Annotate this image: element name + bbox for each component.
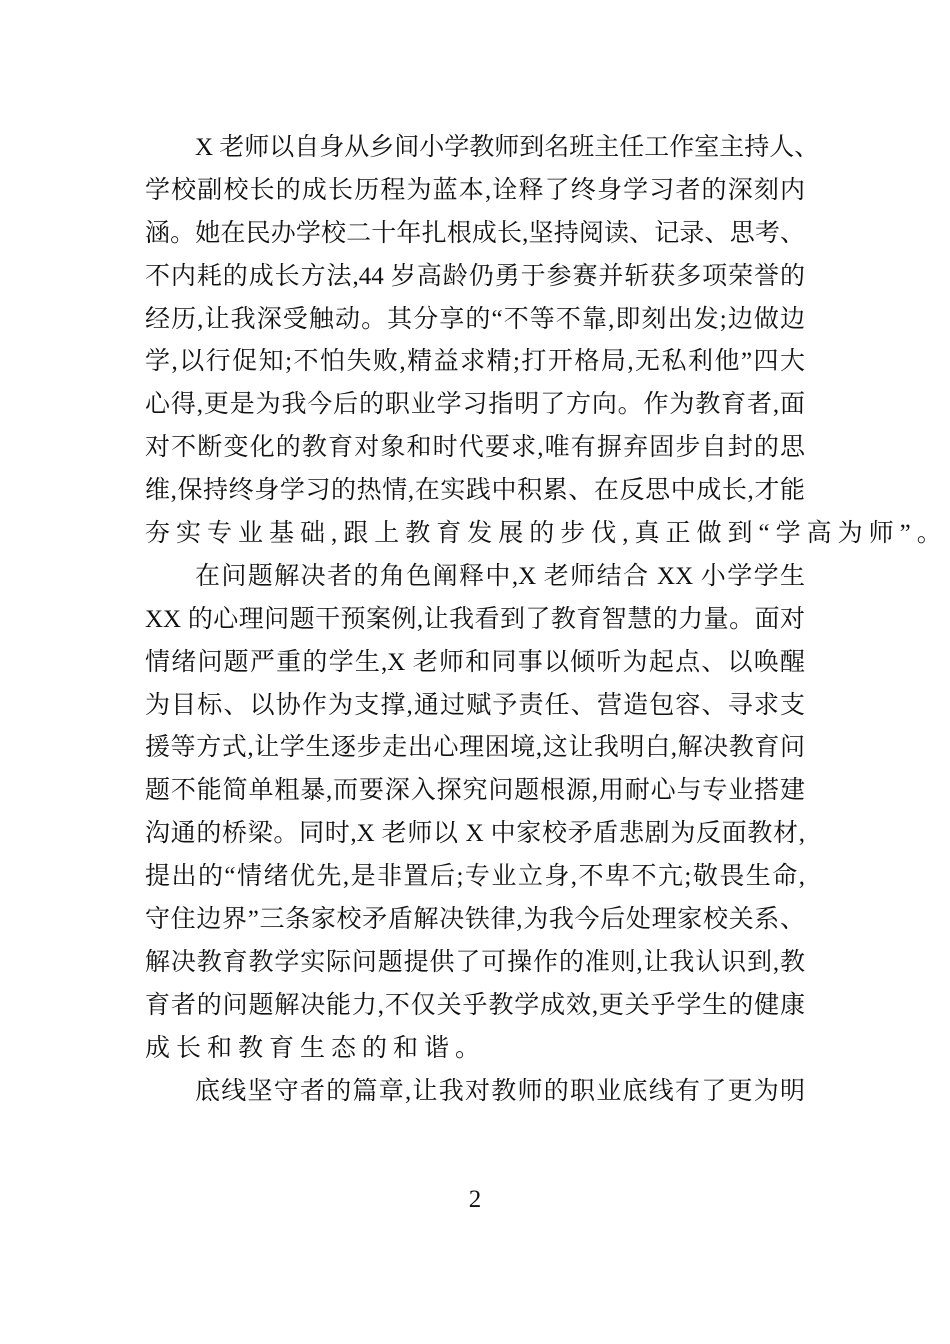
text-line: 维,保持终身学习的热情,在实践中积累、在反思中成长,才能 [145,477,805,505]
text-line: 心得,更是为我今后的职业学习指明了方向。作为教育者,面 [145,391,805,419]
text-line: X 老师以自身从乡间小学教师到名班主任工作室主持人、 [195,134,820,161]
paragraph [145,127,948,556]
text-line: 成长和教育生态的和谐。 [145,1034,487,1062]
text-line: 涵。她在民办学校二十年扎根成长,坚持阅读、记录、思考、 [145,219,805,247]
text-line: 学校副校长的成长历程为蓝本,诠释了终身学习者的深刻内 [145,176,805,204]
text-line: 守住边界”三条家校矛盾解决铁律,为我今后处理家校关系、 [145,906,805,934]
text-line: 题不能简单粗暴,而要深入探究问题根源,用耐心与专业搭建 [145,777,805,805]
text-line: 情绪问题严重的学生,X 老师和同事以倾听为起点、以唤醒 [145,648,805,676]
text-line: 夯实专业基础,跟上教育发展的步伐,真正做到“学高为师”。 [145,520,948,548]
text-line: XX 的心理问题干预案例,让我看到了教育智慧的力量。面对 [145,605,805,633]
text-line: 学,以行促知;不怕失败,精益求精;打开格局,无私利他”四大 [145,348,805,376]
text-line: 育者的问题解决能力,不仅关乎教学成效,更关乎学生的健康 [145,991,805,1019]
text-line: 解决教育教学实际问题提供了可操作的准则,让我认识到,教 [145,948,805,976]
text-line: 不内耗的成长方法,44 岁高龄仍勇于参赛并斩获多项荣誉的 [145,262,805,290]
text-line: 底线坚守者的篇章,让我对教师的职业底线有了更为明 [195,1077,805,1105]
paragraph [145,1071,805,1114]
text-line: 在问题解决者的角色阐释中,X 老师结合 XX 小学学生 [195,562,805,590]
paragraph [145,556,805,1071]
document-body [145,127,948,1113]
page-number: 2 [468,1186,482,1213]
text-line: 沟通的桥梁。同时,X 老师以 X 中家校矛盾悲剧为反面教材, [145,820,805,848]
text-line: 对不断变化的教育对象和时代要求,唯有摒弃固步自封的思 [145,434,805,462]
text-line: 提出的“情绪优先,是非置后;专业立身,不卑不亢;敬畏生命, [145,863,805,891]
text-line: 经历,让我深受触动。其分享的“不等不靠,即刻出发;边做边 [145,305,805,333]
text-line: 援等方式,让学生逐步走出心理困境,这让我明白,解决教育问 [145,734,805,762]
text-line: 为目标、以协作为支撑,通过赋予责任、营造包容、寻求支 [145,691,805,719]
